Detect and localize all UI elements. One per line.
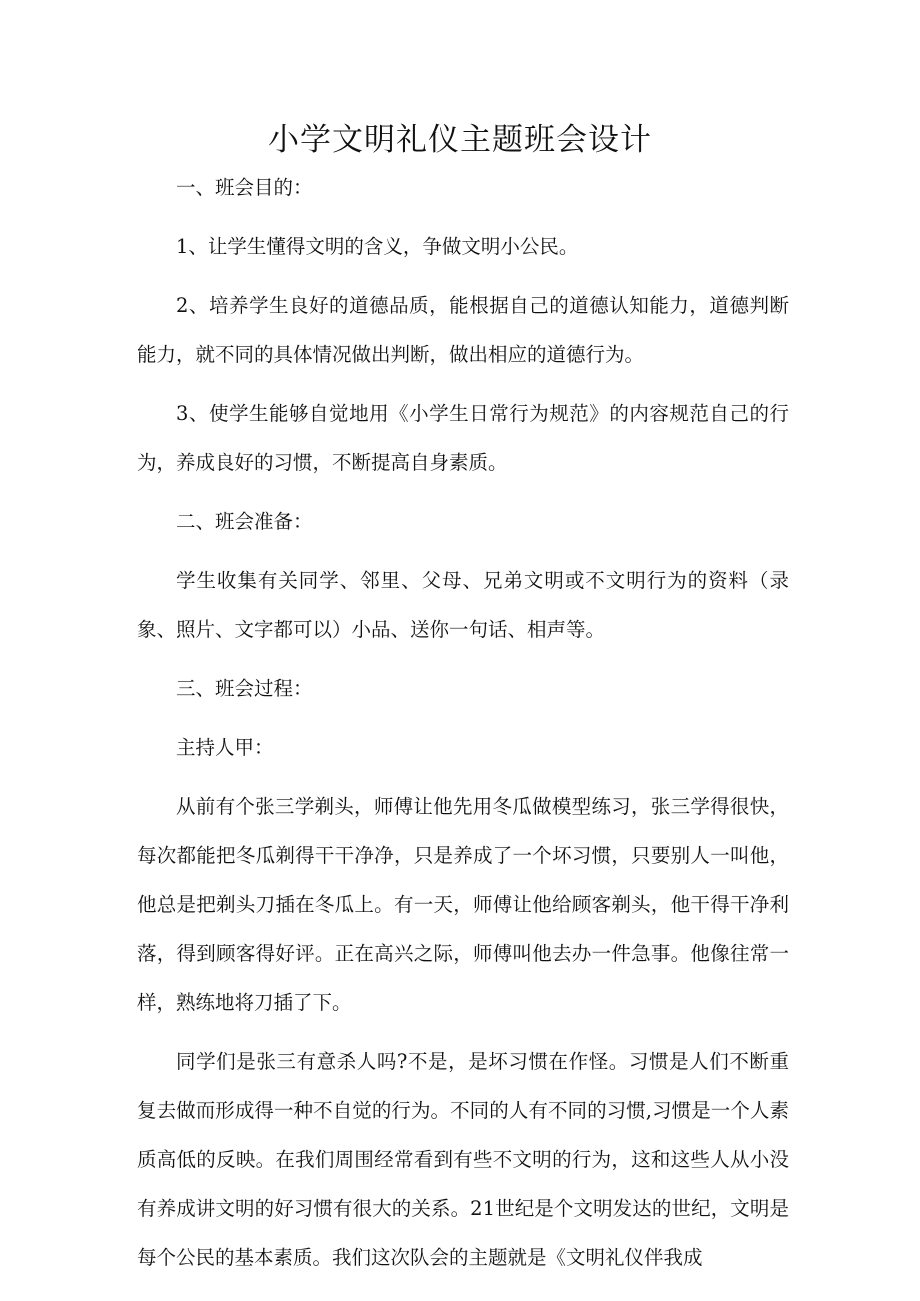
document-body: [137, 163, 789, 1292]
habit-paragraph: 同学们是张三有意杀人吗?不是，是坏习惯在作怪。习惯是人们不断重复去做而形成得一种不自觉的行为。不同的人有不同的习惯,习惯是一个人素质高低的反映。在我们周围经常看到有些不文明的行为，这和这些人从小没有养成讲文明的好习惯有很大的关系。21世纪是个文明发达的世纪，文明是每个公民的基本素质。我们这次队会的主题就是《文明礼仪伴我成: [137, 1050, 789, 1269]
host-a-label: 主持人甲：: [176, 736, 274, 759]
heading-purpose: 一、班会目的：: [176, 176, 313, 199]
heading-process: 三、班会过程：: [176, 677, 313, 700]
purpose-item-1: 1、让学生懂得文明的含义，争做文明小公民。: [176, 235, 579, 258]
purpose-item-3: 3、使学生能够自觉地用《小学生日常行为规范》的内容规范自己的行为，养成良好的习惯，不断提高自身素质。: [137, 402, 789, 474]
document-title: 小学文明礼仪主题班会设计: [268, 122, 652, 158]
preparation-text: 学生收集有关同学、邻里、父母、兄弟文明或不文明行为的资料（录象、照片、文字都可以）小品、送你一句话、相声等。: [137, 569, 789, 641]
purpose-item-2: 2、培养学生良好的道德品质，能根据自己的道德认知能力，道德判断能力，就不同的具体情况做出判断，做出相应的道德行为。: [137, 294, 789, 366]
story-paragraph: 从前有个张三学剃头，师傅让他先用冬瓜做模型练习，张三学得很快，每次都能把冬瓜剃得干干净净，只是养成了一个坏习惯，只要别人一叫他，他总是把剃头刀插在冬瓜上。有一天，师傅让他给顾客剃头，他干得干净利落，得到顾客得好评。正在高兴之际，师傅叫他去办一件急事。他像往常一样，熟练地将刀插了下。: [137, 795, 789, 1014]
heading-preparation: 二、班会准备：: [176, 510, 313, 533]
